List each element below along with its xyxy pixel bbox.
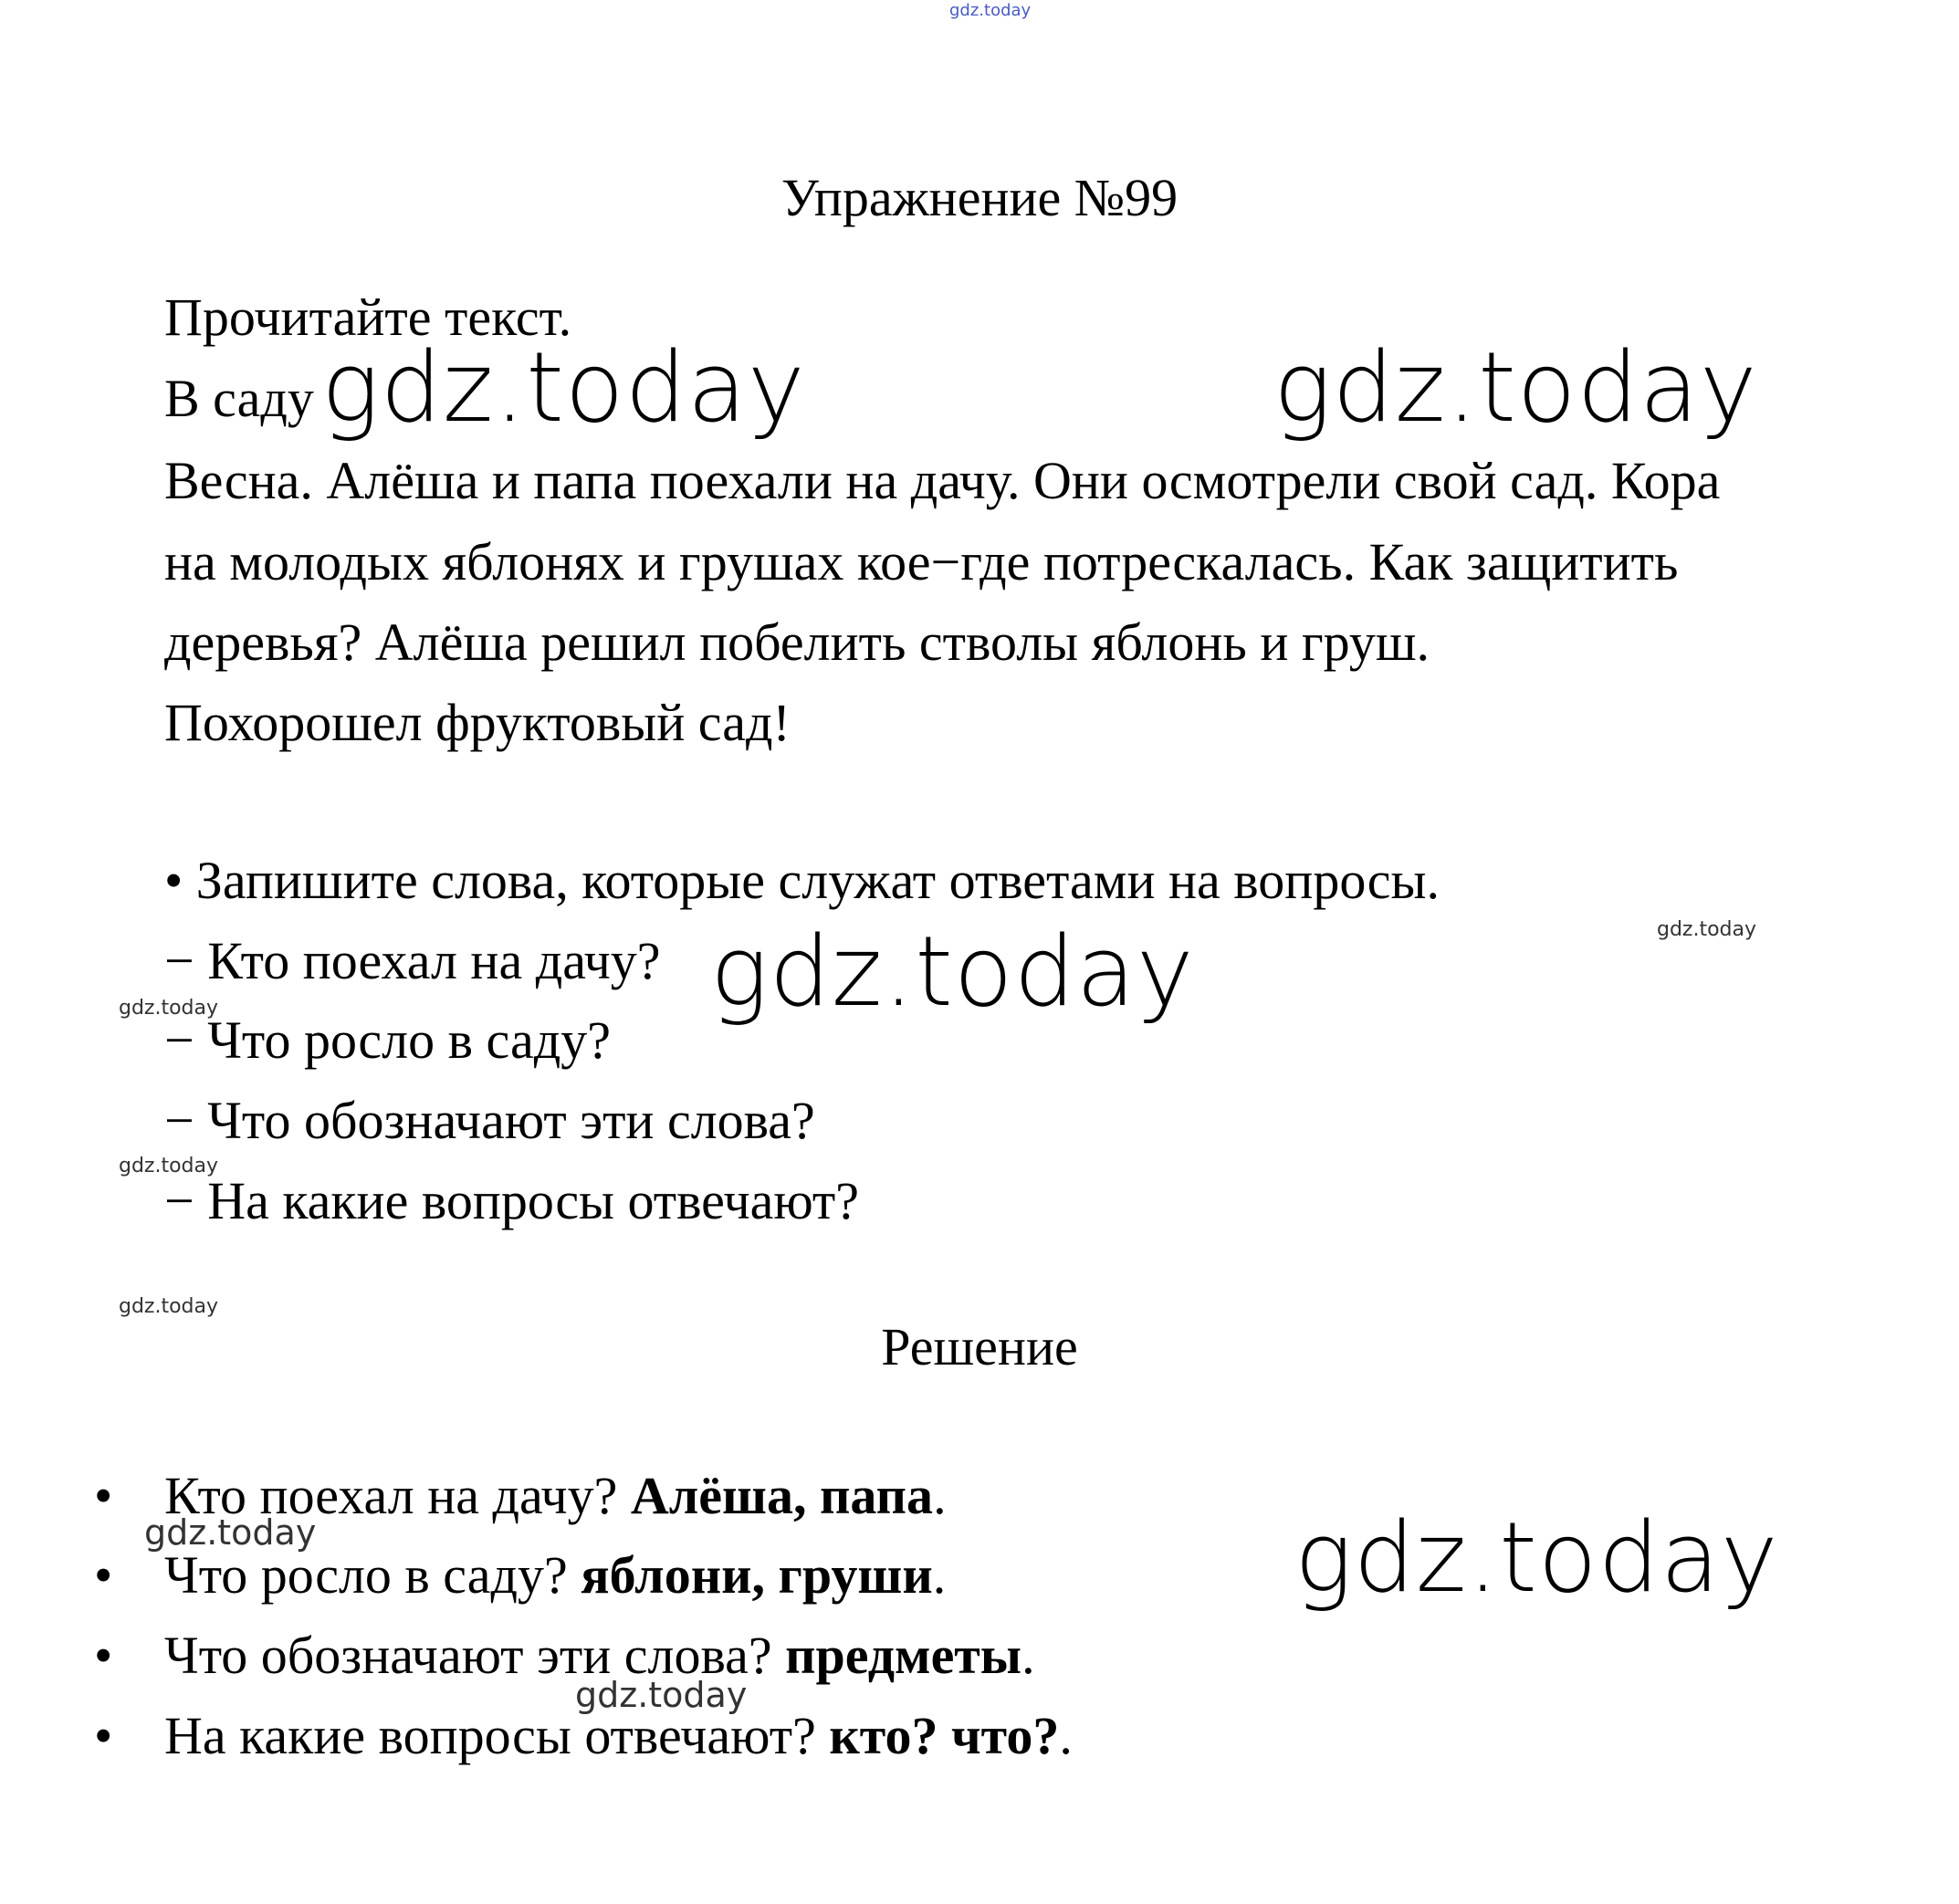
- bullet-marker: •: [94, 1466, 113, 1525]
- question: − Кто поехал на дачу?: [164, 931, 661, 990]
- solution-question: На какие вопросы отвечают?: [164, 1706, 830, 1765]
- watermark: gdz.today: [321, 331, 806, 444]
- solution-end: .: [932, 1545, 947, 1605]
- solution-question: Что обозначают эти слова?: [164, 1626, 786, 1685]
- bullet-marker: •: [94, 1706, 113, 1765]
- solution-answer: предметы: [785, 1626, 1022, 1685]
- story-line: на молодых яблонях и грушах кое−где потрескалась. Как защитить: [164, 532, 1679, 591]
- solution-answer: яблони, груши: [581, 1545, 933, 1605]
- instruction: Прочитайте текст.: [164, 288, 572, 347]
- solution-end: .: [933, 1466, 947, 1525]
- solution-question: Кто поехал на дачу?: [164, 1466, 631, 1525]
- assignment: • Запишите слова, которые служат ответами на вопросы.: [164, 851, 1440, 910]
- question: − Что обозначают эти слова?: [164, 1091, 815, 1150]
- question: − На какие вопросы отвечают?: [164, 1171, 860, 1230]
- watermark: gdz.today: [144, 1512, 317, 1553]
- watermark: gdz.today: [1273, 331, 1758, 444]
- watermark: gdz.today: [575, 1675, 748, 1715]
- question: − Что росло в саду?: [164, 1010, 611, 1070]
- solution-question: Что росло в саду?: [164, 1545, 581, 1605]
- bullet-marker: •: [94, 1626, 113, 1685]
- watermark: gdz.today: [1294, 1501, 1779, 1614]
- solution-answer: кто? что?: [829, 1706, 1060, 1765]
- watermark: gdz.today: [119, 997, 219, 1020]
- solution-end: .: [1059, 1706, 1073, 1765]
- watermark: gdz.today: [119, 1295, 219, 1318]
- solution-item: [94, 1707, 1073, 1765]
- solution-title: Решение: [881, 1317, 1078, 1376]
- watermark: gdz.today: [949, 1, 1032, 20]
- solution-item: [94, 1627, 1035, 1685]
- story-line: Похорошел фруктовый сад!: [164, 693, 791, 752]
- solution-answer: Алёша, папа: [630, 1466, 934, 1525]
- story-line: Весна. Алёша и папа поехали на дачу. Они осмотрели свой сад. Кора: [164, 451, 1721, 510]
- bullet-marker: •: [94, 1545, 113, 1605]
- story-title: В саду: [164, 369, 314, 428]
- story-line: деревья? Алёша решил побелить стволы яблонь и груш.: [164, 612, 1430, 672]
- page-title: Упражнение №99: [780, 168, 1179, 227]
- solution-item: [94, 1546, 946, 1605]
- watermark: gdz.today: [710, 915, 1195, 1028]
- solution-end: .: [1021, 1626, 1035, 1685]
- watermark: gdz.today: [119, 1155, 219, 1177]
- watermark: gdz.today: [1657, 918, 1757, 941]
